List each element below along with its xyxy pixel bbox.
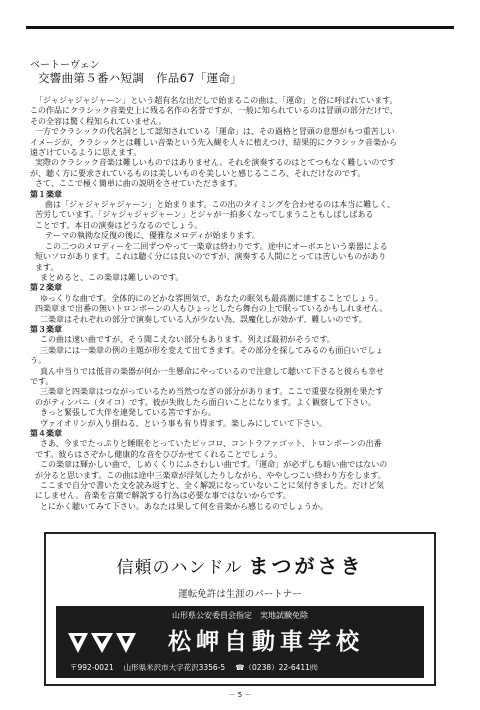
ad-contact-line [70, 662, 414, 673]
body-line: この曲は速い曲ですが、そう聞こえない部分もあります。列えば最初がそうです。 [40, 335, 335, 345]
body-line: その全容は驚く程知られていません。 [30, 116, 167, 126]
body-line: ことです。本日の演奏はどうなるのでしょう。 [35, 220, 203, 230]
body-line: この楽章は輝かしい曲で、しめくくりにふさわしい曲です。「運命」が必ずしも暗い曲ではないの [40, 460, 388, 470]
body-line: ます。 [35, 262, 59, 272]
school-logo-icon [66, 630, 138, 656]
movement-heading: 第４楽章 [30, 429, 62, 438]
page-number: － 5 － [228, 691, 252, 699]
movement-heading: 第２楽章 [30, 283, 62, 293]
movement-heading: 第３楽章 [30, 324, 62, 334]
body-line: 真ん中当りでは低音の楽器が何か一生懸命にやっているので注意して聴いて下さると彼らも幸せ [40, 366, 384, 376]
address: 山形県米沢市大字花沢3356-5 [123, 663, 226, 672]
work-title: 交響曲第５番ハ短調 作品67「運命」 [38, 71, 243, 85]
body-line: テーマの執拗な反復の後に、優雅なメロディが始まります。 [45, 231, 260, 241]
body-line: です。 [30, 376, 54, 386]
body-line: 三楽章には一楽章の例の主題が形を変えて出てきます。その部分を探してみるのも面白いでしょ [40, 345, 384, 355]
article-body [30, 96, 450, 512]
body-line: とにかく聴いてみて下さい。あなたは果して何を音楽から感じるのでしょうか。 [40, 501, 328, 511]
ad-dark-band [56, 606, 424, 678]
body-line: 「ジャジャジャジャーン」という超有名な出だしで始まるこの曲は、「運命」と俗に呼ばれています。 [35, 96, 398, 105]
body-line: う。 [30, 356, 46, 366]
body-line: 二楽章はそれぞれの部分で演奏している人が少ない為、誤魔化しが効かず、難しいのです。 [40, 314, 367, 324]
ad-slogan-name: まつがさき [248, 554, 364, 578]
body-line: 四楽章まで出番の無いトロンボーンの人もひょっとしたら舞台の上で眠っているかもしれません。 [35, 304, 388, 314]
body-line: ヴァイオリンが入り損ねる、という事も有り得ます。楽しみにしていて下さい。 [40, 418, 328, 428]
movement-heading: 第１楽章 [30, 189, 62, 199]
body-line: が分ると思います。この曲は途中三楽章が浮気したりしながら、ややしつこい終わり方をします。 [35, 470, 386, 480]
body-line: 実際のクラシック音楽は難しいものではありません。それを演奏するのはとてつもなく難しいのです [35, 158, 396, 168]
school-name: 松岬自動車学校 [168, 629, 364, 655]
body-line: 一方でクラシックの代名詞として認知されている「運命」は、その過格と冒頭の息想がもつ重苦しい [35, 127, 395, 137]
body-line: さて、ここで極く簡単に曲の説明をさせていただきます。 [35, 179, 243, 189]
ad-slogan [46, 550, 434, 579]
body-line: まとめると、この楽章は難しいのです。 [40, 272, 184, 282]
body-line: にしません。音楽を言葉で解説する行為は必要な事ではないからです。 [35, 491, 291, 501]
body-line: 曲は「ジャジャジャジャーン」と始まります。この出のタイミングを合わせるのは本当に難しく、 [45, 200, 396, 210]
body-line: です。彼らはさぞかし健康的な音をひびかせてくれることでしょう。 [35, 449, 283, 459]
body-line: さあ、今までたっぷりと睡眠をとっていたピッコロ、コントラファゴット、トロンボーンの出番 [40, 439, 382, 449]
body-line: が、聴く方に要求されているものは美しいものを美しいと感じるこころ、それだけなのです。 [30, 168, 366, 178]
ad-slogan-prefix: 信頼のハンドル [116, 558, 243, 578]
body-line: 遠ざけているように思えます。 [30, 148, 142, 158]
ad-certification: 山形県公安委員会指定 実地試験免除 [172, 611, 308, 620]
body-line: ゆっくりな曲です。全体的にのどかな雰囲気で、あなたの眠気も最高潮に達することでしょう。 [40, 293, 384, 303]
advertisement [44, 532, 436, 686]
body-line: 三楽章と四楽章はつながっているため当然つなぎの部分があります。ここで重要な役割を果たす [40, 387, 384, 397]
composer-name: ベートーヴェン [30, 60, 100, 71]
body-line: きっと緊張して大伴を連発している筈ですから。 [40, 408, 216, 418]
postal-code: 〒992-0021 [70, 663, 114, 672]
ad-tagline: 運転免許は生涯のパートナー [178, 589, 302, 600]
body-line: ここまで自分で書いた文を読み返すと、全く解説になっていないことに気付きました。だけど気 [40, 481, 384, 491]
body-line: のがティンパニ（タイコ）です。彼が失敗したら面白いことになります。よく観察して下さい。 [35, 397, 377, 407]
body-line: 苦労しています。「ジャジャジャジャーン」とジャが一拍多くなってしまうこともしばしばある [35, 210, 374, 220]
body-line: 短いソロがあります。これは聴く分には良いのですが、演奏する人間にとっては苦しいものがあり [35, 252, 387, 262]
body-line: この二つのメロディーを二回ずつやって一楽章は終わりです。途中にオーボエという楽器による [45, 241, 388, 251]
phone-number: ☎（0238）22-6411㈹ [235, 663, 318, 672]
body-line: この作品にクラシック音楽史上に残る名作の名誉ですが、一般に知られているのは冒頭の部分だけで、 [30, 106, 398, 116]
top-rule [26, 26, 454, 29]
body-line: イメージが、クラシックとは難しい音楽という先入観を人々に植えつけ、結果的にクラシック音楽から [30, 137, 397, 147]
